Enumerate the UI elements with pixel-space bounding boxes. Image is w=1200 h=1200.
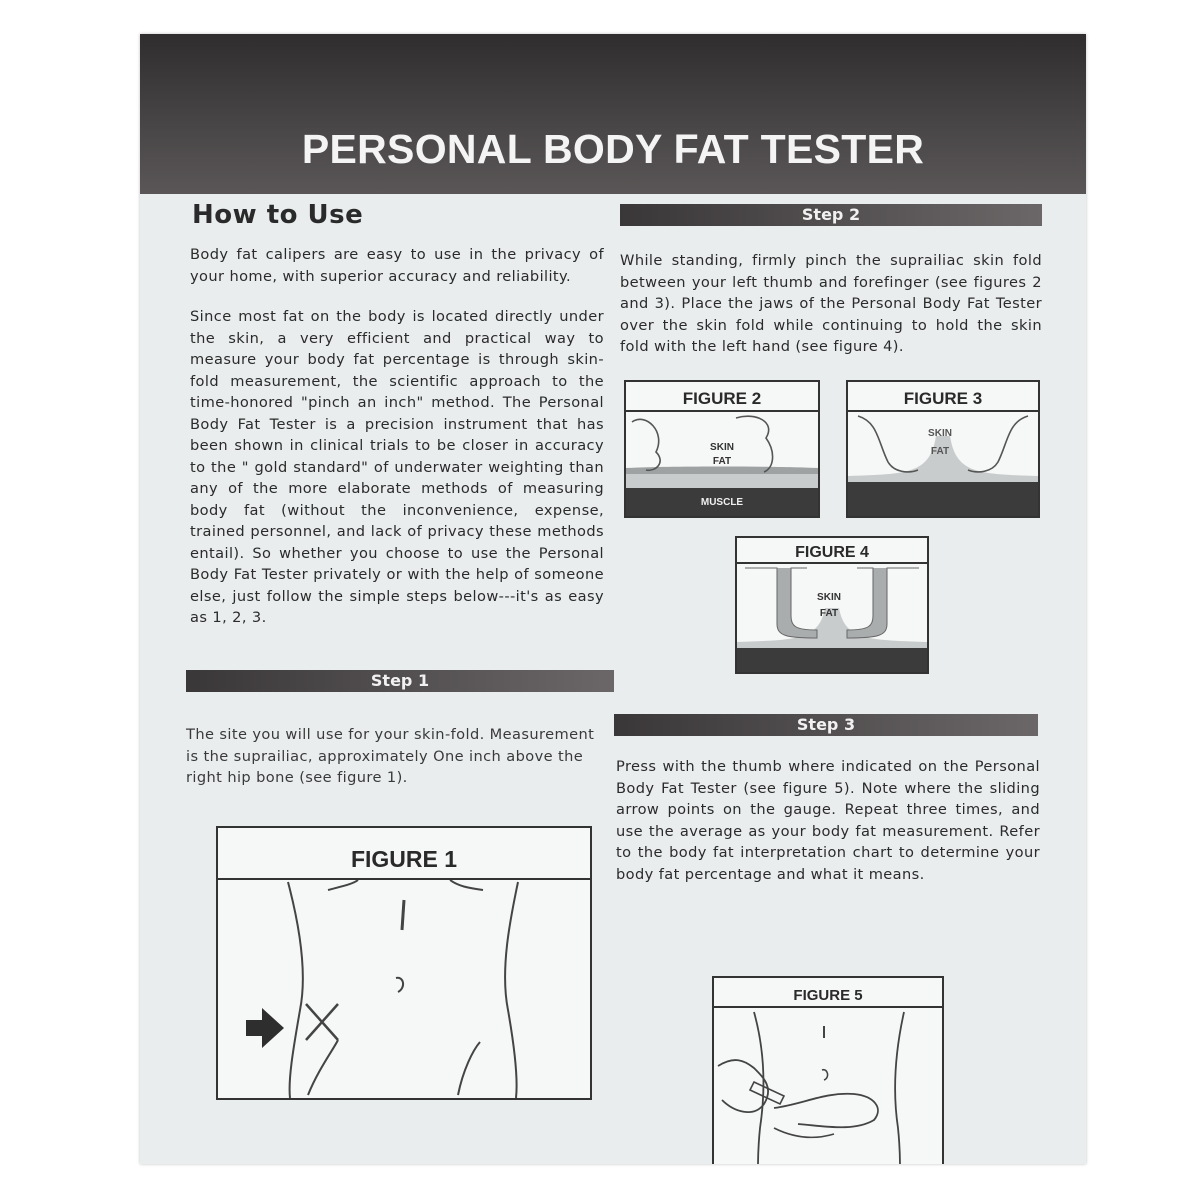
instruction-sheet	[140, 34, 1086, 1164]
figure-2-illustration	[626, 412, 818, 516]
step-3-bar	[614, 714, 1038, 736]
document-title: PERSONAL BODY FAT TESTER	[301, 126, 925, 172]
fig3-skin-label: SKIN	[928, 428, 952, 439]
figure-2-title: FIGURE 2	[626, 382, 818, 412]
figure-3-title: FIGURE 3	[848, 382, 1038, 412]
figure-3-illustration	[848, 412, 1038, 516]
step-3-label: Step 3	[796, 715, 856, 734]
fig4-skin-label: SKIN	[817, 592, 841, 603]
fig2-muscle-label: MUSCLE	[700, 497, 744, 508]
arrow-icon	[246, 1008, 284, 1048]
figure-4-illustration	[737, 564, 927, 672]
figure-4	[735, 536, 929, 674]
step-1-text: The site you will use for your skin-fold. Measurement is the suprailiac, approximately One inch above the right hip bone (see figure 1).	[186, 726, 595, 786]
figure-1-illustration	[218, 880, 590, 1098]
fig2-skin-label: SKIN	[710, 442, 734, 453]
step-2-label: Step 2	[801, 205, 861, 224]
figure-4-title: FIGURE 4	[737, 538, 927, 564]
step-2-text: While standing, firmly pinch the suprailiac skin fold between your left thumb and forefinger (see figures 2 and 3). Place the jaws of the Personal Body Fat Tester over the skin fold while continuing to hold the skin fold with the left hand (see figure 4).	[620, 252, 1042, 355]
how-to-use-heading: How to Use	[192, 200, 364, 230]
body-paragraph: Since most fat on the body is located directly under the skin, a very efficient and practical way to measure your body fat percentage is through skin-fold measurement, the scientific approach to the time-honored "pinch an inch" method. The Personal Body Fat Tester is a precision instrument that has been shown in clinical trials to be closer in accuracy to the " gold standard" of underwater weighting than any of the more elaborate methods of measuring body fat (without the inconvenience, expense, trained personnel, and lack of privacy these methods entail). So whether you choose to use the Personal Body Fat Tester privately or with the help of someone else, just follow the simple steps below---it's as easy as 1, 2, 3.	[190, 308, 604, 626]
title-banner	[140, 34, 1086, 194]
figure-5-title: FIGURE 5	[714, 978, 942, 1008]
figure-2	[624, 380, 820, 518]
fig3-fat-label: FAT	[930, 446, 950, 457]
figure-1-title: FIGURE 1	[218, 828, 590, 880]
figure-5	[712, 976, 944, 1164]
step-1-label: Step 1	[370, 671, 430, 690]
intro-paragraph: Body fat calipers are easy to use in the privacy of your home, with superior accuracy and reliability.	[190, 246, 604, 285]
x-mark-icon	[306, 1004, 338, 1040]
step-3-text: Press with the thumb where indicated on the Personal Body Fat Tester (see figure 5). Note where the sliding arrow points on the gauge. Repeat three times, and use the average as your body fat measurement. Refer to the body fat interpretation chart to determine your body fat percentage and what it means.	[616, 758, 1040, 883]
figure-3	[846, 380, 1040, 518]
fig4-fat-label: FAT	[819, 608, 839, 619]
figure-1	[216, 826, 592, 1100]
fig2-fat-label: FAT	[712, 456, 732, 467]
step-2-bar	[620, 204, 1042, 226]
step-1-bar	[186, 670, 614, 692]
figure-5-illustration	[714, 1008, 942, 1164]
